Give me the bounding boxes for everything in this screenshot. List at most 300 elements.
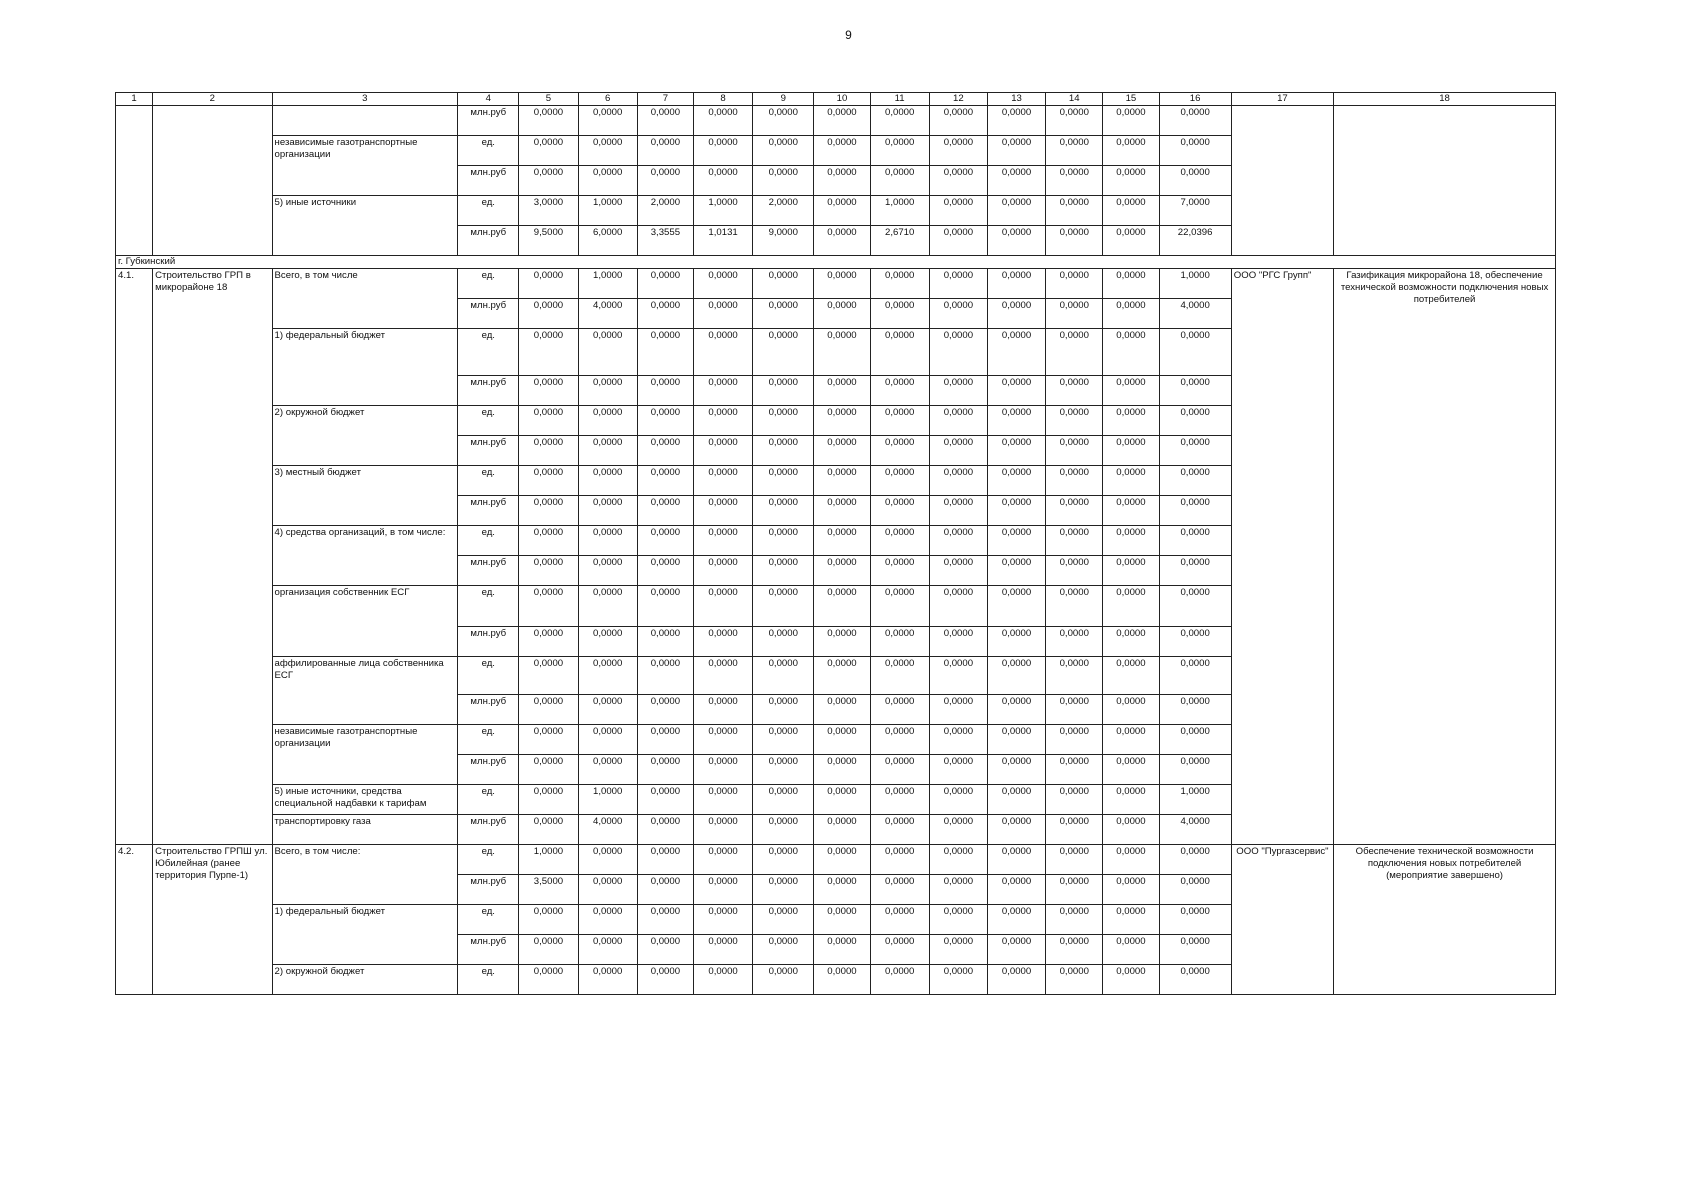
value-cell: 0,0000: [870, 298, 929, 328]
value-cell: 0,0000: [519, 964, 578, 994]
value-cell: 0,0000: [1103, 934, 1159, 964]
value-cell: 0,0000: [693, 165, 752, 195]
value-cell: 0,0000: [1046, 784, 1103, 814]
column-header: 3: [272, 93, 458, 106]
value-cell: 0,0000: [753, 268, 814, 298]
value-cell: 0,0000: [929, 405, 987, 435]
funding-source: независимые газотранспортные организации: [272, 724, 458, 784]
value-cell: 0,0000: [693, 904, 752, 934]
value-cell: 0,0000: [753, 784, 814, 814]
funding-source: 2) окружной бюджет: [272, 964, 458, 994]
value-cell: 0,0000: [753, 656, 814, 694]
value-cell: 0,0000: [1103, 495, 1159, 525]
value-cell: 0,0000: [693, 298, 752, 328]
value-cell: 0,0000: [1103, 724, 1159, 754]
value-cell: 0,0000: [753, 934, 814, 964]
project-goal: Обеспечение технической возможности подключения новых потребителей (мероприятие завершено): [1334, 844, 1556, 994]
value-cell: 0,0000: [814, 405, 870, 435]
value-cell: 0,0000: [578, 964, 637, 994]
value-cell: 0,0000: [929, 964, 987, 994]
value-cell: 0,0000: [1103, 435, 1159, 465]
value-cell: 0,0000: [753, 375, 814, 405]
value-cell: 0,0000: [987, 874, 1045, 904]
item-number: 4.2.: [116, 844, 153, 994]
value-cell: 0,0000: [987, 724, 1045, 754]
value-cell: 0,0000: [637, 964, 693, 994]
column-header: 15: [1103, 93, 1159, 106]
value-cell: 1,0000: [693, 195, 752, 225]
value-cell: 0,0000: [929, 555, 987, 585]
value-cell: 0,0000: [693, 328, 752, 375]
unit: ед.: [458, 328, 519, 375]
column-header: 7: [637, 93, 693, 106]
value-cell: 0,0000: [578, 135, 637, 165]
project-goal: Газификация микрорайона 18, обеспечение технической возможности подключения новых потребителей: [1334, 268, 1556, 844]
value-cell: 0,0000: [929, 465, 987, 495]
column-header: 11: [870, 93, 929, 106]
value-cell: 0,0000: [987, 225, 1045, 255]
value-cell: 0,0000: [693, 874, 752, 904]
value-cell: 1,0000: [1159, 784, 1231, 814]
value-cell: 0,0000: [929, 784, 987, 814]
column-header: 2: [153, 93, 272, 106]
value-cell: 0,0000: [519, 495, 578, 525]
unit: ед.: [458, 135, 519, 165]
value-cell: 4,0000: [1159, 298, 1231, 328]
value-cell: 3,0000: [519, 195, 578, 225]
value-cell: 0,0000: [519, 435, 578, 465]
column-header: 10: [814, 93, 870, 106]
value-cell: 4,0000: [578, 814, 637, 844]
value-cell: 0,0000: [753, 874, 814, 904]
unit: млн.руб: [458, 814, 519, 844]
value-cell: 0,0000: [870, 525, 929, 555]
value-cell: 0,0000: [1159, 626, 1231, 656]
value-cell: 1,0000: [870, 195, 929, 225]
value-cell: 0,0000: [637, 328, 693, 375]
value-cell: 0,0000: [987, 934, 1045, 964]
value-cell: 0,0000: [1046, 934, 1103, 964]
section-row: [116, 255, 1556, 268]
value-cell: 0,0000: [753, 754, 814, 784]
value-cell: 0,0000: [753, 405, 814, 435]
value-cell: 1,0000: [1159, 268, 1231, 298]
value-cell: 0,0000: [929, 934, 987, 964]
value-cell: 0,0000: [1159, 585, 1231, 626]
value-cell: 0,0000: [1103, 298, 1159, 328]
value-cell: 0,0000: [637, 585, 693, 626]
value-cell: 0,0000: [1159, 904, 1231, 934]
value-cell: 0,0000: [1103, 784, 1159, 814]
value-cell: 0,0000: [987, 555, 1045, 585]
value-cell: 0,0000: [814, 195, 870, 225]
value-cell: 0,0000: [814, 964, 870, 994]
value-cell: 0,0000: [519, 904, 578, 934]
value-cell: 0,0000: [1103, 328, 1159, 375]
value-cell: 0,0000: [1159, 754, 1231, 784]
value-cell: 0,0000: [1046, 814, 1103, 844]
value-cell: 0,0000: [693, 844, 752, 874]
value-cell: 0,0000: [814, 904, 870, 934]
value-cell: 0,0000: [1103, 964, 1159, 994]
value-cell: 0,0000: [814, 298, 870, 328]
value-cell: 0,0000: [637, 268, 693, 298]
value-cell: 0,0000: [637, 555, 693, 585]
value-cell: 0,0000: [987, 268, 1045, 298]
value-cell: 0,0000: [753, 165, 814, 195]
value-cell: 0,0000: [753, 626, 814, 656]
value-cell: 0,0000: [1103, 754, 1159, 784]
value-cell: 0,0000: [519, 656, 578, 694]
column-header: 18: [1334, 93, 1556, 106]
value-cell: 1,0000: [578, 268, 637, 298]
value-cell: 0,0000: [987, 298, 1045, 328]
value-cell: 0,0000: [1159, 694, 1231, 724]
value-cell: 9,0000: [753, 225, 814, 255]
value-cell: 0,0000: [693, 555, 752, 585]
unit: млн.руб: [458, 225, 519, 255]
value-cell: 0,0000: [637, 165, 693, 195]
value-cell: 7,0000: [1159, 195, 1231, 225]
value-cell: 0,0000: [987, 904, 1045, 934]
value-cell: 0,0000: [870, 585, 929, 626]
value-cell: 0,0000: [987, 694, 1045, 724]
value-cell: 0,0000: [1046, 904, 1103, 934]
item-name: Строительство ГРП в микрорайоне 18: [153, 268, 272, 844]
value-cell: 0,0000: [753, 844, 814, 874]
value-cell: 0,0000: [1159, 375, 1231, 405]
value-cell: 0,0000: [1159, 555, 1231, 585]
value-cell: 0,0000: [929, 814, 987, 844]
funding-source: 1) федеральный бюджет: [272, 904, 458, 964]
value-cell: 0,0000: [1046, 694, 1103, 724]
section-title: г. Губкинский: [116, 255, 1556, 268]
value-cell: 0,0000: [1103, 405, 1159, 435]
value-cell: 0,0000: [693, 268, 752, 298]
value-cell: 0,0000: [637, 465, 693, 495]
value-cell: 0,0000: [929, 874, 987, 904]
value-cell: 0,0000: [578, 525, 637, 555]
value-cell: 0,0000: [753, 585, 814, 626]
value-cell: 0,0000: [578, 844, 637, 874]
value-cell: 0,0000: [1046, 105, 1103, 135]
value-cell: 0,0000: [519, 375, 578, 405]
value-cell: 0,0000: [1103, 814, 1159, 844]
funding-source: Всего, в том числе: [272, 268, 458, 328]
value-cell: 0,0000: [637, 105, 693, 135]
value-cell: 0,0000: [1103, 874, 1159, 904]
unit: млн.руб: [458, 375, 519, 405]
value-cell: 0,0000: [637, 435, 693, 465]
value-cell: 0,0000: [519, 135, 578, 165]
value-cell: 0,0000: [637, 874, 693, 904]
value-cell: 4,0000: [1159, 814, 1231, 844]
value-cell: 0,0000: [753, 814, 814, 844]
value-cell: 0,0000: [637, 814, 693, 844]
executor-org: ООО "РГС Групп": [1231, 268, 1333, 844]
value-cell: 0,0000: [929, 225, 987, 255]
table-row: [116, 105, 1556, 135]
value-cell: 0,0000: [693, 495, 752, 525]
value-cell: 0,0000: [987, 626, 1045, 656]
column-header: 16: [1159, 93, 1231, 106]
value-cell: 0,0000: [578, 465, 637, 495]
funding-source: 2) окружной бюджет: [272, 405, 458, 465]
value-cell: 0,0000: [987, 754, 1045, 784]
value-cell: 0,0000: [814, 268, 870, 298]
value-cell: 0,0000: [929, 694, 987, 724]
value-cell: 0,0000: [637, 904, 693, 934]
value-cell: 0,0000: [578, 754, 637, 784]
unit: ед.: [458, 405, 519, 435]
value-cell: 0,0000: [929, 525, 987, 555]
column-header: 9: [753, 93, 814, 106]
value-cell: 0,0000: [753, 555, 814, 585]
value-cell: 0,0000: [519, 525, 578, 555]
value-cell: 0,0000: [870, 844, 929, 874]
value-cell: 0,0000: [1103, 225, 1159, 255]
value-cell: 0,0000: [753, 328, 814, 375]
value-cell: 0,0000: [929, 328, 987, 375]
value-cell: 0,0000: [870, 626, 929, 656]
value-cell: 0,0000: [987, 105, 1045, 135]
value-cell: 0,0000: [1046, 195, 1103, 225]
value-cell: 0,0000: [987, 135, 1045, 165]
value-cell: 0,0000: [870, 435, 929, 465]
value-cell: 0,0000: [519, 585, 578, 626]
unit: млн.руб: [458, 874, 519, 904]
value-cell: 0,0000: [693, 405, 752, 435]
value-cell: 0,0000: [929, 754, 987, 784]
value-cell: 0,0000: [578, 934, 637, 964]
value-cell: 0,0000: [870, 754, 929, 784]
value-cell: 0,0000: [870, 904, 929, 934]
unit: ед.: [458, 844, 519, 874]
executor-org: [1231, 105, 1333, 255]
value-cell: 0,0000: [578, 328, 637, 375]
value-cell: 0,0000: [637, 495, 693, 525]
value-cell: 0,0000: [987, 465, 1045, 495]
column-header: 6: [578, 93, 637, 106]
value-cell: 0,0000: [814, 375, 870, 405]
value-cell: 0,0000: [929, 375, 987, 405]
value-cell: 0,0000: [814, 724, 870, 754]
value-cell: 0,0000: [637, 656, 693, 694]
value-cell: 0,0000: [814, 814, 870, 844]
value-cell: 0,0000: [987, 525, 1045, 555]
value-cell: 0,0000: [753, 694, 814, 724]
value-cell: 0,0000: [814, 784, 870, 814]
value-cell: 0,0000: [929, 435, 987, 465]
value-cell: 0,0000: [1159, 844, 1231, 874]
item-number: 4.1.: [116, 268, 153, 844]
value-cell: 0,0000: [1159, 165, 1231, 195]
value-cell: 0,0000: [753, 465, 814, 495]
value-cell: 1,0131: [693, 225, 752, 255]
value-cell: 0,0000: [987, 585, 1045, 626]
unit: ед.: [458, 195, 519, 225]
value-cell: 0,0000: [987, 165, 1045, 195]
value-cell: 0,0000: [929, 495, 987, 525]
unit: ед.: [458, 784, 519, 814]
value-cell: 0,0000: [519, 165, 578, 195]
header-row: [116, 93, 1556, 106]
value-cell: 0,0000: [693, 814, 752, 844]
value-cell: 0,0000: [929, 904, 987, 934]
value-cell: 0,0000: [578, 904, 637, 934]
item-name: [153, 105, 272, 255]
value-cell: 0,0000: [1103, 165, 1159, 195]
column-header: 14: [1046, 93, 1103, 106]
value-cell: 3,3555: [637, 225, 693, 255]
value-cell: 0,0000: [929, 165, 987, 195]
value-cell: 0,0000: [753, 105, 814, 135]
value-cell: 0,0000: [753, 298, 814, 328]
value-cell: 0,0000: [814, 435, 870, 465]
value-cell: 0,0000: [1046, 435, 1103, 465]
value-cell: 0,0000: [637, 694, 693, 724]
value-cell: 0,0000: [637, 844, 693, 874]
funding-source: [272, 105, 458, 135]
value-cell: 0,0000: [519, 694, 578, 724]
value-cell: 0,0000: [870, 328, 929, 375]
value-cell: 0,0000: [987, 375, 1045, 405]
value-cell: 0,0000: [987, 328, 1045, 375]
unit: млн.руб: [458, 626, 519, 656]
value-cell: 0,0000: [1046, 844, 1103, 874]
value-cell: 0,0000: [1159, 656, 1231, 694]
value-cell: 0,0000: [870, 105, 929, 135]
value-cell: 0,0000: [1046, 165, 1103, 195]
value-cell: 0,0000: [814, 874, 870, 904]
value-cell: 0,0000: [753, 964, 814, 994]
value-cell: 1,0000: [578, 784, 637, 814]
funding-source: 4) средства организаций, в том числе:: [272, 525, 458, 585]
value-cell: 0,0000: [1159, 934, 1231, 964]
value-cell: 0,0000: [637, 754, 693, 784]
value-cell: 2,0000: [753, 195, 814, 225]
unit: млн.руб: [458, 555, 519, 585]
funding-source: 5) иные источники, средства специальной надбавки к тарифам: [272, 784, 458, 814]
value-cell: 0,0000: [1046, 724, 1103, 754]
value-cell: 0,0000: [1046, 585, 1103, 626]
value-cell: 0,0000: [753, 904, 814, 934]
investment-program-table: [115, 92, 1556, 995]
value-cell: 0,0000: [814, 585, 870, 626]
value-cell: 3,5000: [519, 874, 578, 904]
value-cell: 0,0000: [814, 135, 870, 165]
value-cell: 0,0000: [870, 495, 929, 525]
unit: ед.: [458, 656, 519, 694]
column-header: 8: [693, 93, 752, 106]
value-cell: 0,0000: [1159, 724, 1231, 754]
value-cell: 0,0000: [870, 405, 929, 435]
value-cell: 0,0000: [693, 585, 752, 626]
value-cell: 0,0000: [1103, 626, 1159, 656]
value-cell: 0,0000: [578, 405, 637, 435]
value-cell: 0,0000: [814, 754, 870, 784]
value-cell: 0,0000: [753, 525, 814, 555]
value-cell: 0,0000: [1103, 585, 1159, 626]
value-cell: 0,0000: [814, 105, 870, 135]
unit: млн.руб: [458, 754, 519, 784]
unit: млн.руб: [458, 298, 519, 328]
value-cell: 0,0000: [693, 694, 752, 724]
value-cell: 0,0000: [753, 724, 814, 754]
value-cell: 0,0000: [1159, 495, 1231, 525]
value-cell: 0,0000: [870, 465, 929, 495]
value-cell: 0,0000: [753, 495, 814, 525]
value-cell: 0,0000: [870, 874, 929, 904]
value-cell: 0,0000: [1046, 754, 1103, 784]
value-cell: 0,0000: [753, 435, 814, 465]
value-cell: 0,0000: [1159, 964, 1231, 994]
value-cell: 0,0000: [578, 585, 637, 626]
value-cell: 0,0000: [1046, 405, 1103, 435]
value-cell: 0,0000: [1046, 626, 1103, 656]
value-cell: 0,0000: [1046, 328, 1103, 375]
value-cell: 0,0000: [929, 656, 987, 694]
value-cell: 0,0000: [987, 814, 1045, 844]
value-cell: 0,0000: [929, 844, 987, 874]
value-cell: 0,0000: [1103, 555, 1159, 585]
unit: ед.: [458, 585, 519, 626]
value-cell: 0,0000: [693, 435, 752, 465]
value-cell: 0,0000: [753, 135, 814, 165]
value-cell: 0,0000: [814, 525, 870, 555]
table-row: [116, 844, 1556, 874]
item-name: Строительство ГРПШ ул. Юбилейная (ранее территория Пурпе-1): [153, 844, 272, 994]
value-cell: 0,0000: [814, 626, 870, 656]
value-cell: 0,0000: [814, 844, 870, 874]
value-cell: 0,0000: [637, 934, 693, 964]
value-cell: 0,0000: [929, 626, 987, 656]
value-cell: 0,0000: [637, 784, 693, 814]
value-cell: 0,0000: [693, 934, 752, 964]
value-cell: 0,0000: [1159, 328, 1231, 375]
value-cell: 0,0000: [1103, 694, 1159, 724]
funding-source: независимые газотранспортные организации: [272, 135, 458, 195]
unit: ед.: [458, 964, 519, 994]
value-cell: 0,0000: [578, 656, 637, 694]
value-cell: 0,0000: [1159, 465, 1231, 495]
value-cell: 0,0000: [870, 964, 929, 994]
funding-source: 3) местный бюджет: [272, 465, 458, 525]
unit: ед.: [458, 904, 519, 934]
value-cell: 0,0000: [929, 268, 987, 298]
value-cell: 0,0000: [519, 814, 578, 844]
funding-source: 1) федеральный бюджет: [272, 328, 458, 405]
page-number: 9: [845, 28, 852, 42]
unit: млн.руб: [458, 165, 519, 195]
column-header: 12: [929, 93, 987, 106]
value-cell: 22,0396: [1159, 225, 1231, 255]
funding-source: транспортировку газа: [272, 814, 458, 844]
value-cell: 0,0000: [1103, 525, 1159, 555]
value-cell: 0,0000: [578, 375, 637, 405]
value-cell: 6,0000: [578, 225, 637, 255]
value-cell: 0,0000: [1046, 298, 1103, 328]
unit: млн.руб: [458, 495, 519, 525]
column-header: 1: [116, 93, 153, 106]
value-cell: 0,0000: [814, 165, 870, 195]
value-cell: 0,0000: [870, 268, 929, 298]
unit: млн.руб: [458, 435, 519, 465]
executor-org: ООО "Пургазсервис": [1231, 844, 1333, 994]
value-cell: 0,0000: [519, 555, 578, 585]
value-cell: 0,0000: [814, 465, 870, 495]
value-cell: 0,0000: [578, 626, 637, 656]
